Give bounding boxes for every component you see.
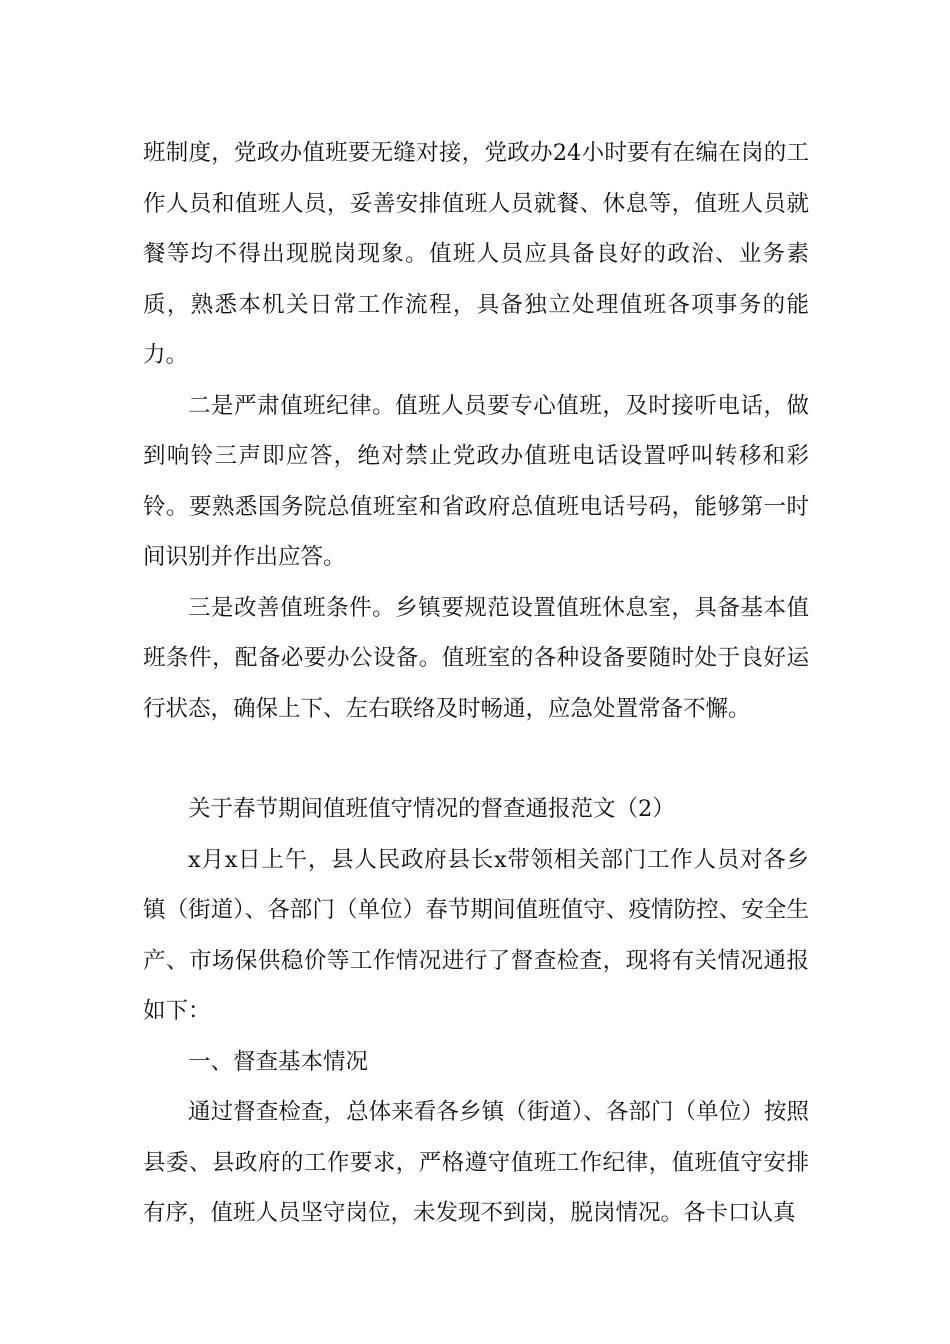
heading-inspection-overview: 一、督查基本情况 xyxy=(188,1048,369,1075)
paragraph-duty-system: 班制度，党政办值班要无缝对接，党政办24小时要有在编在岗的工作人员和值班人员，妥善安排值班人员就餐、休息等，值班人员就餐等均不得出现脱岗现象。值班人员应具备良好的政治、业务素质，熟悉本机关日常工作流程，具备独立处理值班各项事务的能力。 xyxy=(143,140,809,368)
paragraph-inspection-intro: x月x日上午，县人民政府县长x带领相关部门工作人员对各乡镇（街道）、各部门（单位）春节期间值班值守、疫情防控、安全生产、市场保供稳价等工作情况进行了督查检查，现将有关情况通报如下： xyxy=(143,846,809,1024)
paragraph-duty-conditions: 三是改善值班条件。乡镇要规范设置值班休息室，具备基本值班条件，配备必要办公设备。值班室的各种设备要随时处于良好运行状态，确保上下、左右联络及时畅通，应急处置常备不懈。 xyxy=(143,594,809,722)
paragraph-duty-discipline: 二是严肃值班纪律。值班人员要专心值班，及时接听电话，做到响铃三声即应答，绝对禁止党政办值班电话设置呼叫转移和彩铃。要熟悉国务院总值班室和省政府总值班电话号码，能够第一时间识别并作出应答。 xyxy=(143,392,809,570)
section-title: 关于春节期间值班值守情况的督查通报范文（2） xyxy=(188,796,675,822)
paragraph-spacer xyxy=(143,734,809,784)
paragraph-inspection-result: 通过督查检查，总体来看各乡镇（街道）、各部门（单位）按照县委、县政府的工作要求，严格遵守值班工作纪律，值班值守安排有序，值班人员坚守岗位，未发现不到岗，脱岗情况。各卡口认真 xyxy=(143,1099,809,1226)
document-body xyxy=(143,128,809,1239)
